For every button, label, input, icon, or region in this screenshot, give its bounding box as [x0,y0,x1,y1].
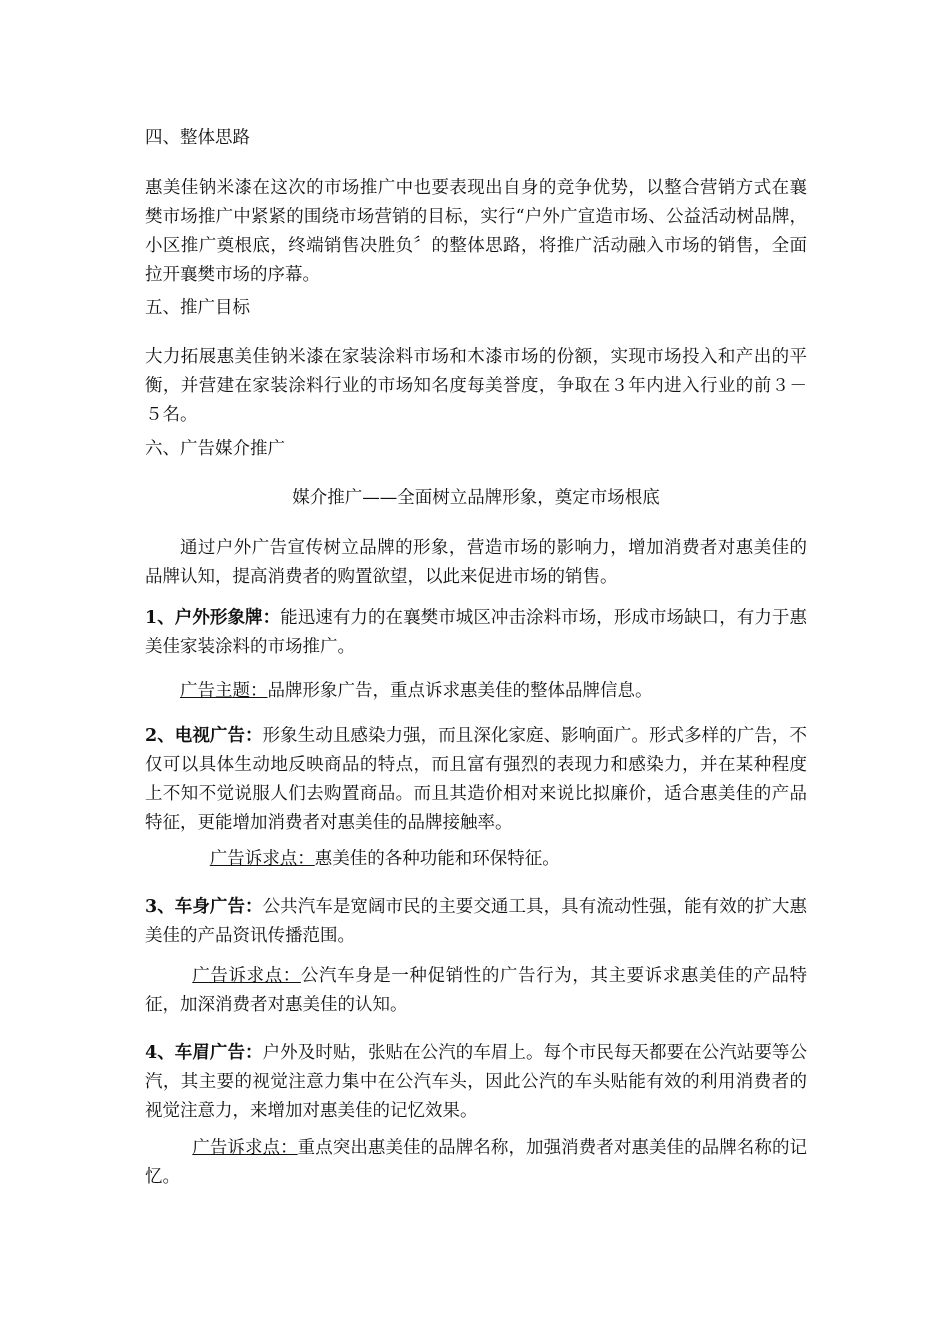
media-item-3 [145,893,807,951]
section-subtitle-6: 媒介推广——全面树立品牌形象，奠定市场根底 [292,488,660,508]
media-item-2 [145,722,807,838]
media-item-text: 能迅速有力的在襄樊市城区冲击涂料市场，形成市场缺口，有力于惠美佳家装涂料的市场推广。 [145,608,807,657]
ad-point-text: 重点突出惠美佳的品牌名称，加强消费者对惠美佳的品牌名称的记忆。 [145,1138,808,1187]
ad-point-text: 公汽车身是一种促销性的广告行为，其主要诉求惠美佳的产品特征，加深消费者对惠美佳的认知。 [145,966,808,1015]
media-item-text: 户外及时贴，张贴在公汽的车眉上。每个市民每天都要在公汽站要等公汽，其主要的视觉注意力集中在公汽车头，因此公汽的车头贴能有效的利用消费者的视觉注意力，来增加对惠美佳的记忆效果。 [145,1043,807,1121]
ad-point-1 [145,677,807,706]
media-item-title: 1、户外形象牌： [145,608,281,628]
media-item-title: 4、车眉广告： [145,1043,263,1063]
ad-point-label: 广告主题： [180,681,268,701]
ad-point-label: 广告诉求点： [209,849,315,869]
ad-point-3 [145,962,807,1020]
ad-point-text: 惠美佳的各种功能和环保特征。 [314,849,560,869]
ad-point-4 [145,1134,807,1192]
ad-point-label: 广告诉求点： [192,966,301,986]
ad-point-2 [145,845,807,874]
section-intro-6: 通过户外广告宣传树立品牌的形象，营造市场的影响力，增加消费者对惠美佳的品牌认知，提高消费者的购置欲望，以此来促进市场的销售。 [145,538,807,587]
media-item-title: 2、电视广告： [145,726,263,746]
ad-point-label: 广告诉求点： [192,1138,298,1158]
section-heading-6: 六、广告媒介推广 [145,439,285,459]
section-paragraph-4: 惠美佳钠米漆在这次的市场推广中也要表现出自身的竞争优势，以整合营销方式在襄樊市场推广中紧紧的围绕市场营销的目标，实行“户外广宣造市场、公益活动树品牌，小区推广奠根底，终端销售决胜负〞的整体思路，将推广活动融入市场的销售，全面拉开襄樊市场的序幕。 [145,178,807,285]
media-item-1 [145,604,807,662]
section-heading-5: 五、推广目标 [145,298,250,318]
media-item-4 [145,1039,807,1126]
section-heading-4: 四、整体思路 [145,128,250,148]
section-paragraph-5: 大力拓展惠美佳钠米漆在家装涂料市场和木漆市场的份额，实现市场投入和产出的平衡，并营建在家装涂料行业的市场知名度每美誉度，争取在３年内进入行业的前３－５名。 [145,347,807,425]
ad-point-text: 品牌形象广告，重点诉求惠美佳的整体品牌信息。 [267,681,653,701]
media-item-title: 3、车身广告： [145,897,263,917]
media-item-text: 形象生动且感染力强，而且深化家庭、影响面广。形式多样的广告，不仅可以具体生动地反映商品的特点，而且富有强烈的表现力和感染力，并在某种程度上不知不觉说服人们去购置商品。而且其造价相对来说比拟廉价，适合惠美佳的产品特征，更能增加消费者对惠美佳的品牌接触率。 [145,726,807,833]
media-item-text: 公共汽车是宽阔市民的主要交通工具，具有流动性强，能有效的扩大惠美佳的产品资讯传播范围。 [145,897,807,946]
